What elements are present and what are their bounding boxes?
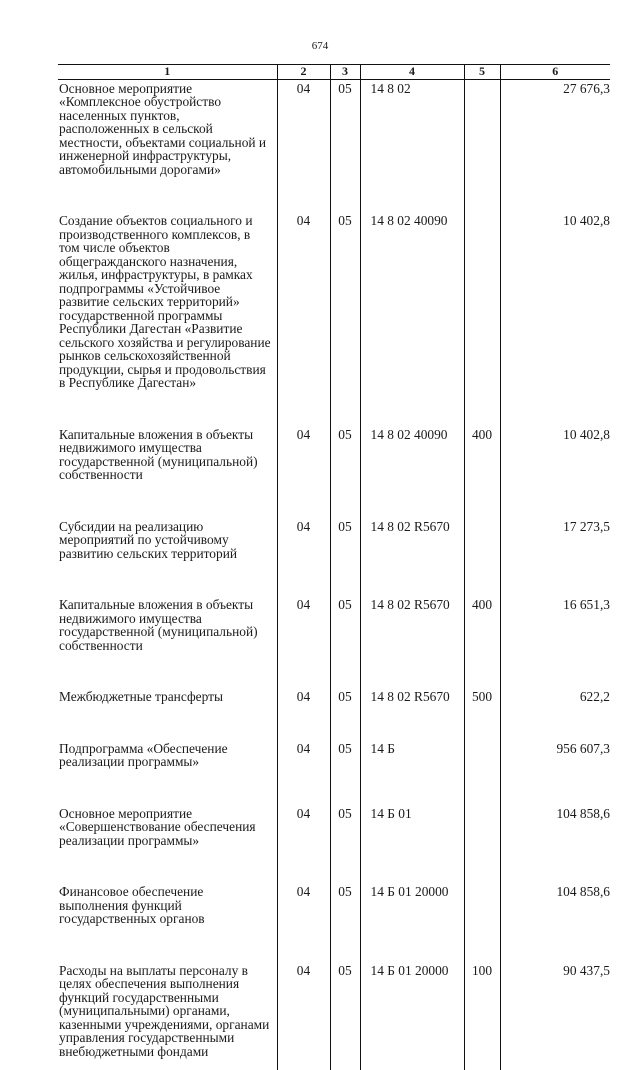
row-col-3: 05 (330, 805, 360, 848)
row-spacer (58, 652, 610, 688)
column-header-6: 6 (500, 65, 610, 80)
row-amount: 90 437,5 (500, 962, 610, 1059)
row-col-5 (464, 805, 500, 848)
row-col-3: 05 (330, 596, 360, 652)
row-col-2: 04 (277, 883, 330, 926)
row-col-2: 04 (277, 212, 330, 390)
row-col-5: 500 (464, 688, 500, 704)
row-col-2: 04 (277, 805, 330, 848)
row-col-2: 04 (277, 79, 330, 176)
column-header-2: 2 (277, 65, 330, 80)
row-amount: 27 676,3 (500, 79, 610, 176)
row-col-5 (464, 79, 500, 176)
row-col-4: 14 8 02 40090 (360, 212, 464, 390)
row-col-5: 100 (464, 962, 500, 1059)
row-spacer (58, 560, 610, 596)
table-row (58, 740, 610, 769)
row-spacer (58, 176, 610, 212)
table-row (58, 596, 610, 652)
row-col-3: 05 (330, 426, 360, 482)
row-col-3: 05 (330, 518, 360, 561)
row-col-2: 04 (277, 596, 330, 652)
row-col-5 (464, 883, 500, 926)
row-amount: 17 273,5 (500, 518, 610, 561)
row-col-3: 05 (330, 962, 360, 1059)
row-col-2: 04 (277, 962, 330, 1059)
table-row (58, 426, 610, 482)
row-amount: 956 607,3 (500, 740, 610, 769)
row-name: Подпрограмма «Обеспечение реализации программы» (59, 740, 228, 769)
row-amount: 10 402,8 (500, 212, 610, 390)
row-col-5: 400 (464, 596, 500, 652)
row-col-4: 14 Б 01 20000 (360, 883, 464, 926)
row-spacer (58, 390, 610, 426)
table-row (58, 212, 610, 390)
row-col-2: 04 (277, 688, 330, 704)
row-spacer (58, 926, 610, 962)
row-col-3: 05 (330, 740, 360, 769)
row-col-4: 14 8 02 R5670 (360, 596, 464, 652)
row-name: Межбюджетные трансферты (59, 689, 223, 704)
row-amount: 622,2 (500, 688, 610, 704)
page-number: 674 (311, 40, 329, 52)
row-col-4: 14 8 02 R5670 (360, 688, 464, 704)
row-col-5 (464, 212, 500, 390)
row-name: Основное мероприятие «Комплексное обустройство населенных пунктов, расположенных в сельской местности, объектами социальной и инженерной инфраструктуры, автомобильными дорогами» (59, 80, 267, 177)
row-col-4: 14 8 02 40090 (360, 426, 464, 482)
row-amount: 104 858,6 (500, 883, 610, 926)
row-col-4: 14 Б (360, 740, 464, 769)
table-row (58, 962, 610, 1059)
row-col-3: 05 (330, 883, 360, 926)
row-col-3: 05 (330, 688, 360, 704)
column-header-1: 1 (58, 65, 277, 80)
row-name: Капитальные вложения в объекты недвижимого имущества государственной (муниципальной) собственности (59, 597, 258, 653)
row-amount: 104 858,6 (500, 805, 610, 848)
column-header-3: 3 (330, 65, 360, 80)
table-row (58, 688, 610, 704)
row-name: Расходы на выплаты персоналу в целях обеспечения выполнения функций государственными (муниципальными) органами, казенными учреждениями, органами управления государственными внебюджетными фондами (59, 962, 270, 1059)
row-col-4: 14 Б 01 (360, 805, 464, 848)
row-col-2: 04 (277, 426, 330, 482)
row-col-5 (464, 518, 500, 561)
column-header-5: 5 (464, 65, 500, 80)
table-header-row (58, 65, 610, 80)
row-name: Финансовое обеспечение выполнения функций государственных органов (59, 884, 205, 926)
table-row (58, 883, 610, 926)
row-spacer (58, 769, 610, 805)
row-col-2: 04 (277, 518, 330, 561)
row-col-5: 400 (464, 426, 500, 482)
row-col-2: 04 (277, 740, 330, 769)
column-header-4: 4 (360, 65, 464, 80)
row-name: Субсидии на реализацию мероприятий по устойчивому развитию сельских территорий (59, 518, 238, 561)
row-amount: 10 402,8 (500, 426, 610, 482)
row-col-4: 14 8 02 (360, 79, 464, 176)
row-name: Создание объектов социального и производственного комплексов, в том числе объектов общегражданского назначения, жилья, инфраструктуры, в рамках подпрограммы «Устойчивое развитие сельских территорий» государственной программы Республики Дагестан «Развитие сельского хозяйства и регулирование рынков сельскохозяйственной продукции, сырья и продовольствия в Республике Дагестан» (59, 213, 271, 390)
row-spacer (58, 847, 610, 883)
budget-table (58, 64, 610, 1070)
row-amount: 16 651,3 (500, 596, 610, 652)
table-row (58, 805, 610, 848)
row-spacer (58, 482, 610, 518)
row-spacer (58, 1058, 610, 1070)
row-col-3: 05 (330, 79, 360, 176)
table-row (58, 518, 610, 561)
row-col-3: 05 (330, 212, 360, 390)
row-name: Капитальные вложения в объекты недвижимого имущества государственной (муниципальной) собственности (59, 426, 258, 482)
table-row (58, 79, 610, 176)
row-name: Основное мероприятие «Совершенствование обеспечения реализации программы» (59, 805, 256, 848)
row-col-5 (464, 740, 500, 769)
row-spacer (58, 704, 610, 740)
row-col-4: 14 8 02 R5670 (360, 518, 464, 561)
row-col-4: 14 Б 01 20000 (360, 962, 464, 1059)
